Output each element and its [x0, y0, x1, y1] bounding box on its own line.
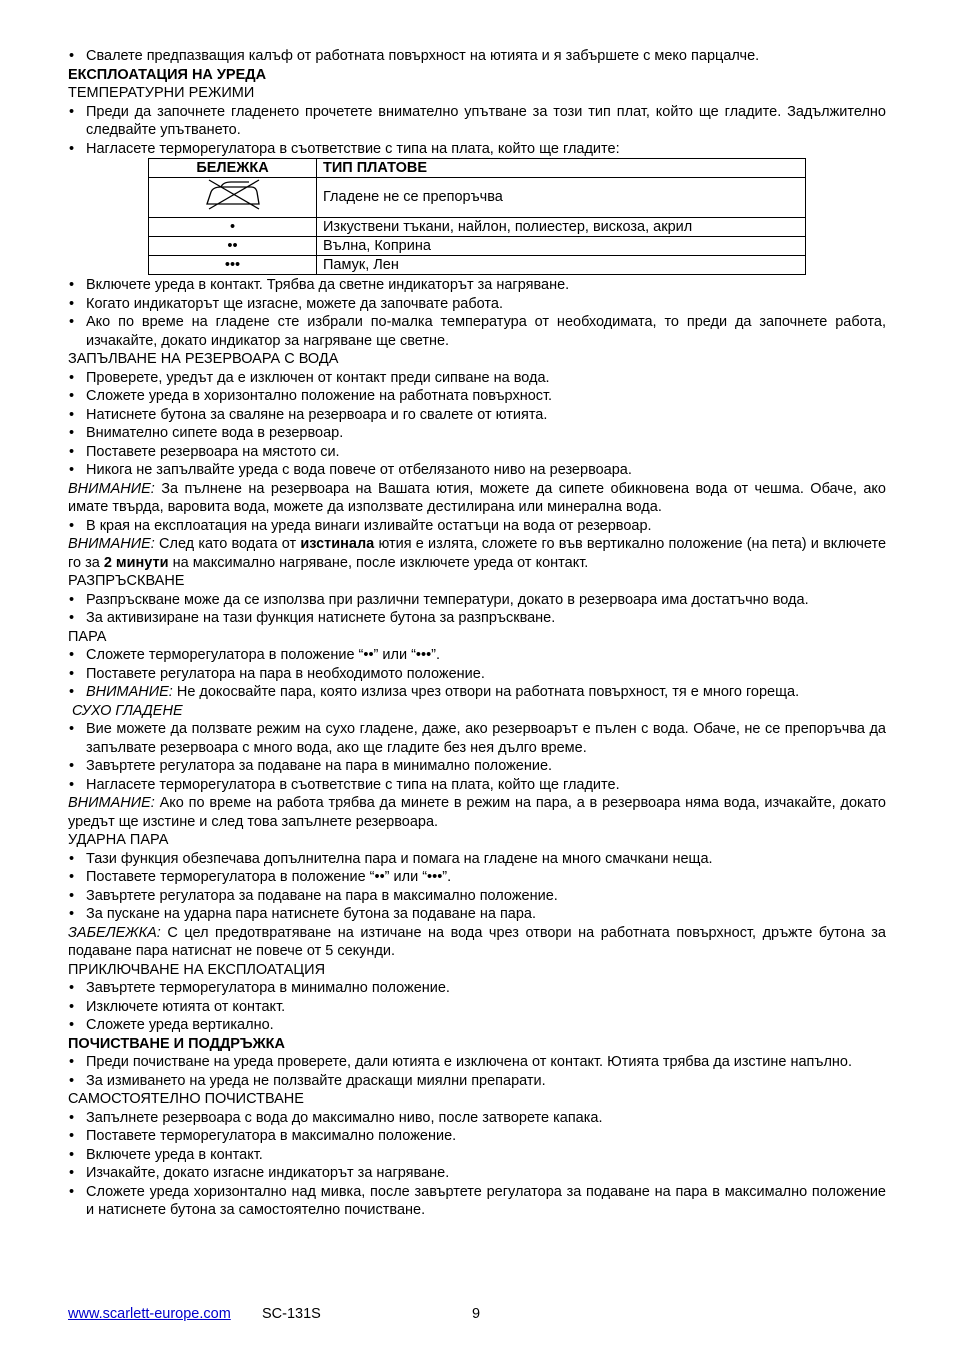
- list-item: • Поставете резервоара на мястото си.: [68, 443, 886, 462]
- list-item: • Завъртете регулатора за подаване на пара в максимално положение.: [68, 887, 886, 906]
- list-item: • Разпръскване може да се използва при различни температури, докато в резервоара има достатъчно вода.: [68, 591, 886, 610]
- list-item: • Когато индикаторът ще изгасне, можете да започвате работа.: [68, 295, 886, 314]
- table-row: [149, 178, 806, 218]
- table-row: [149, 237, 806, 256]
- list-item: • Проверете, уредът да е изключен от контакт преди сипване на вода.: [68, 369, 886, 388]
- list-item: • Натиснете бутона за сваляне на резервоара и го свалете от ютията.: [68, 406, 886, 425]
- table-cell-fabric: Вълна, Коприна: [317, 237, 806, 256]
- note-text: С цел предотвратяване на изтичане на вода чрез отвори на работната повърхност, дръжте бутона за подаване пара натиснат не повече от 5 секунди.: [68, 924, 886, 959]
- steam-heading: ПАРА: [68, 628, 107, 645]
- warning-label: ВНИМАНИЕ:: [68, 795, 155, 811]
- fill-tank-heading: ЗАПЪЛВАНЕ НА РЕЗЕРВОАРА С ВОДА: [68, 351, 339, 367]
- list-item: • Сложете уреда вертикално.: [68, 1016, 886, 1035]
- warning-text: След като водата от: [154, 536, 301, 552]
- document-body: [68, 47, 886, 1220]
- list-item: • Завъртете терморегулатора в минимално положение.: [68, 979, 886, 998]
- list-item: • Внимателно сипете вода в резервоар.: [68, 424, 886, 443]
- table-header-note: БЕЛЕЖКА: [149, 159, 317, 178]
- list-item: • Нагласете терморегулатора в съответствие с типа на плата, който ще гладите.: [68, 776, 886, 795]
- table-row: [149, 218, 806, 237]
- section-operation-heading: ЕКСПЛОАТАЦИЯ НА УРЕДА: [68, 66, 267, 83]
- table-header-fabric: ТИП ПЛАТОВЕ: [317, 159, 806, 178]
- list-item: • За пускане на ударна пара натиснете бутона за подаване на пара.: [68, 905, 886, 924]
- note-label: ЗАБЕЛЕЖКА:: [68, 924, 161, 941]
- list-item: • За измиването на уреда не ползвайте драскащи миялни препарати.: [68, 1072, 886, 1091]
- list-item: • Ако по време на гладене сте избрали по-малка температура от необходимата, то преди да започнете работа, изчакайте, докато индикатор за нагряване ще светне.: [68, 313, 886, 350]
- list-item: • Запълнете резервоара с вода до максимално ниво, после затворете капака.: [68, 1109, 886, 1128]
- table-cell-mark: [149, 178, 317, 218]
- spray-heading: РАЗПРЪСКВАНЕ: [68, 573, 185, 589]
- warning-text: ютия е излята, сложете го във вертикално положение (на пета) и включете го за: [68, 536, 887, 571]
- table-cell-fabric: Изкуствени тъкани, найлон, полиестер, вискоза, акрил: [317, 218, 806, 237]
- self-clean-heading: САМОСТОЯТЕЛНО ПОЧИСТВАНЕ: [68, 1091, 304, 1107]
- table-header-row: [149, 159, 806, 178]
- list-item: • Преди да започнете гладенето прочетете внимателно упътване за този тип плат, който ще гладите. Задължително следвайте упътването.: [68, 103, 886, 140]
- section-cleaning-heading: ПОЧИСТВАНЕ И ПОДДРЪЖКА: [68, 1035, 285, 1052]
- list-item: • Преди почистване на уреда проверете, дали ютията е изключена от контакт. Ютията трябва да изстине напълно.: [68, 1053, 886, 1072]
- table-cell-mark: •: [149, 218, 317, 237]
- table-row: [149, 256, 806, 275]
- list-item: • В края на експлоатация на уреда винаги изливайте остатъци на вода от резервоар.: [68, 517, 886, 536]
- list-item: • Вие можете да ползвате режим на сухо гладене, даже, ако резервоарът е пълен с вода. Обаче, не се препоръчва да запълвате резервоара с много вода, ако ще гладите без нея дълго време.: [68, 720, 886, 757]
- shot-heading: УДАРНА ПАРА: [68, 832, 169, 848]
- list-item: • Нагласете терморегулатора в съответствие с типа на плата, който ще гладите:: [68, 140, 886, 159]
- list-item: • Изключете ютията от контакт.: [68, 998, 886, 1017]
- warning-text: Не докосвайте пара, която излиза чрез отвори на работната повърхност, тя е много гореща.: [172, 684, 800, 700]
- warning-text: За пълнене на резервоара на Вашата ютия, можете да сипете обикновена вода от чешма. Обаче, ако имате твърда, варовита вода, можете да използвате дестилирана или минерална вода.: [68, 480, 886, 515]
- page-footer: [68, 1305, 886, 1325]
- website-link[interactable]: www.scarlett-europe.com: [68, 1306, 231, 1322]
- finish-heading: ПРИКЛЮЧВАНЕ НА ЕКСПЛОАТАЦИЯ: [68, 961, 326, 978]
- warning-text: Ако по време на работа трябва да минете в режим на пара, а в резервоара няма вода, изчакайте, докато уредът ще изстине и след това запълнете резервоара.: [68, 795, 886, 830]
- list-item: • Включете уреда в контакт.: [68, 1146, 886, 1165]
- intro-bullet: • Свалете предпазващия калъф от работната повърхност на ютията и я забършете с меко парцалче.: [68, 47, 886, 66]
- list-item: • Никога не запълвайте уреда с вода повече от отбелязаното ниво на резервоара.: [68, 461, 886, 480]
- warning-emphasis: изстинала: [300, 536, 375, 552]
- crossed-iron-icon: [201, 178, 265, 212]
- list-item: • Завъртете регулатора за подаване на пара в минимално положение.: [68, 757, 886, 776]
- table-cell-mark: ••: [149, 237, 317, 256]
- list-item: • Тази функция обезпечава допълнителна пара и помага на гладене на много смачкани неща.: [68, 850, 886, 869]
- list-item: • За активизиране на тази функция натиснете бутона за разпръскване.: [68, 609, 886, 628]
- warning-text: на максимално нагряване, после изключете уреда от контакт.: [168, 554, 589, 571]
- list-item: • Сложете уреда в хоризонтално положение на работната повърхност.: [68, 387, 886, 406]
- list-item: • Сложете терморегулатора в положение “••” или “•••”.: [68, 646, 886, 665]
- list-item: • Включете уреда в контакт. Трябва да светне индикаторът за нагряване.: [68, 276, 886, 295]
- list-item: [68, 683, 886, 702]
- model-number: SC-131S: [262, 1306, 321, 1322]
- temp-modes-heading: ТЕМПЕРАТУРНИ РЕЖИМИ: [68, 85, 255, 101]
- list-item: • Изчакайте, докато изгасне индикаторът за нагряване.: [68, 1164, 886, 1183]
- list-item: • Поставете терморегулатора в положение “••” или “•••”.: [68, 868, 886, 887]
- list-item: • Поставете регулатора на пара в необходимото положение.: [68, 665, 886, 684]
- page-number: 9: [472, 1306, 481, 1322]
- table-cell-fabric: Гладене не се препоръчва: [317, 178, 806, 218]
- warning-paragraph: [68, 794, 886, 831]
- warning-label: ВНИМАНИЕ:: [86, 684, 173, 700]
- table-cell-mark: •••: [149, 256, 317, 275]
- note-paragraph: [68, 924, 886, 961]
- dry-heading: СУХО ГЛАДЕНЕ: [72, 702, 183, 719]
- warning-emphasis: 2 минути: [103, 554, 169, 571]
- warning-label: ВНИМАНИЕ:: [68, 480, 155, 497]
- warning-paragraph: [68, 480, 886, 517]
- warning-label: ВНИМАНИЕ:: [68, 536, 155, 552]
- table-cell-fabric: Памук, Лен: [317, 256, 806, 275]
- fabric-table: [148, 158, 806, 275]
- list-item: • Поставете терморегулатора в максимално положение.: [68, 1127, 886, 1146]
- warning-paragraph: [68, 535, 886, 572]
- list-item: • Сложете уреда хоризонтално над мивка, после завъртете регулатора за подаване на пара в максимално положение и натиснете бутона за самостоятелно почистване.: [68, 1183, 886, 1220]
